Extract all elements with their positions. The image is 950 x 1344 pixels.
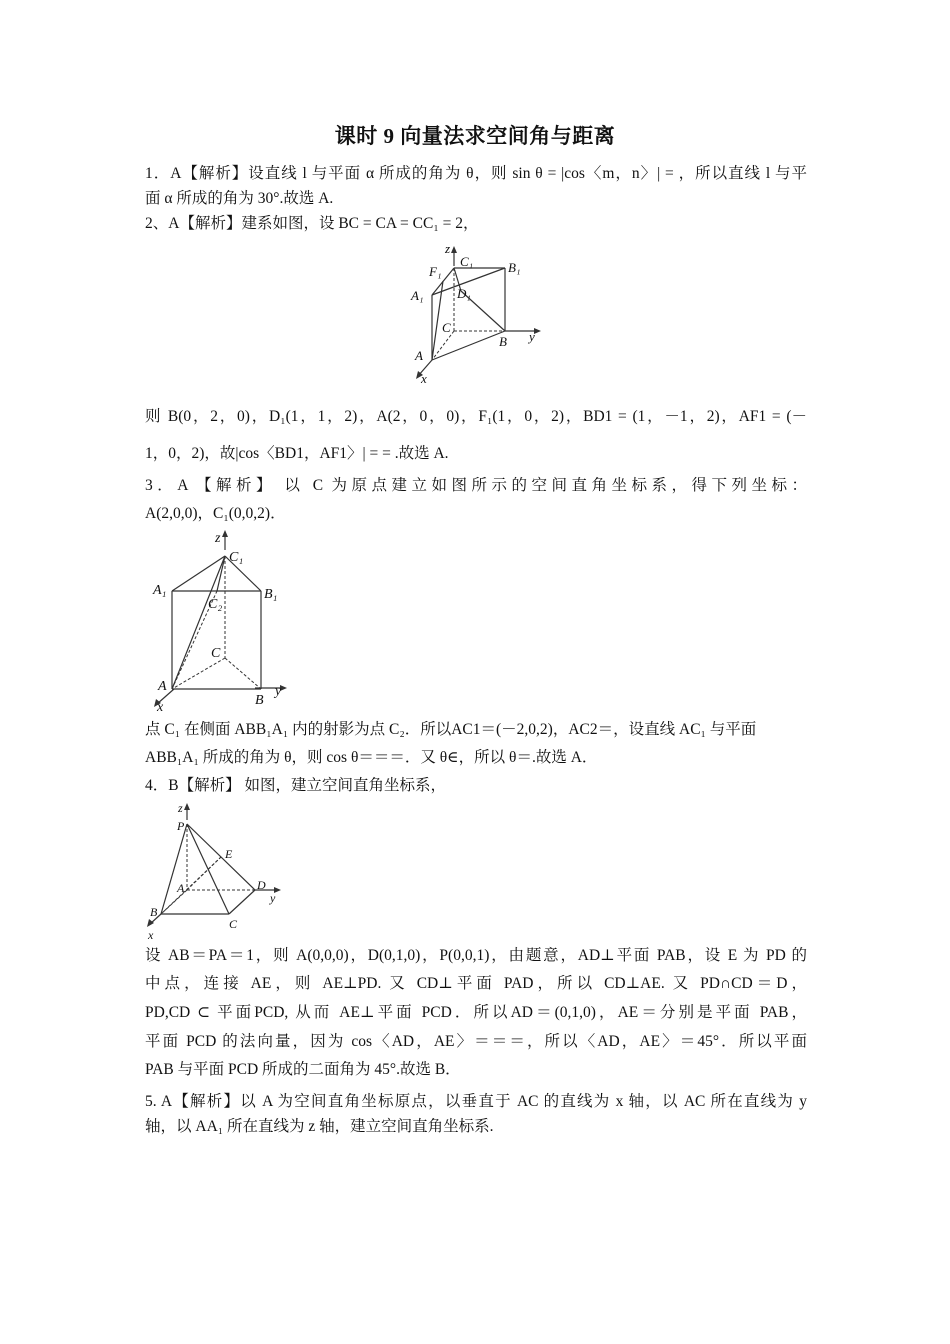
q2-line-2: 则 B(0，2，0)，D₁(1，1，2)，A(2，0，0)，F₁(1，0，2)，BD1 = (1，－1，2)，AF1 = (－ <box>145 408 807 425</box>
q3-label-c: C <box>211 646 221 661</box>
q2-label-d1: D₁ <box>457 286 471 301</box>
q4-label-e: E <box>225 847 233 861</box>
q1-line-1: 1．A【解析】设直线 l 与平面 α 所成的角为 θ，则 sin θ = |cos〈m，n〉| = ，所以直线 l 与平 <box>145 165 807 182</box>
q3-label-a1: A₁ <box>153 583 167 598</box>
q1-line-2: 面 α 所成的角为 30°.故选 A. <box>145 190 334 207</box>
q3-label-y: y <box>275 684 282 699</box>
q4-label-z: z <box>178 802 183 815</box>
q3-label-c2: C₂ <box>208 597 223 612</box>
q5-line-1: 5. A【解析】以 A 为空间直角坐标原点，以垂直于 AC 的直线为 x 轴，以 AC 所在直线为 y <box>145 1093 807 1110</box>
q4-pyramid-diagram <box>145 802 290 942</box>
q3-label-b: B <box>255 693 264 708</box>
q4-line-4: PD,CD ⊂ 平面PCD, 从而 AE⊥平面 PCD．所以AD＝(0,1,0)，AE＝分别是平面 PAB， <box>145 1004 807 1021</box>
q5-line-2: 轴，以 AA₁ 所在直线为 z 轴，建立空间直角坐标系. <box>145 1118 494 1135</box>
q2-label-b1: B₁ <box>508 260 521 275</box>
q4-line-6: PAB 与平面 PCD 所成的二面角为 45°.故选 B． <box>145 1061 461 1078</box>
q2-label-f1: F₁ <box>429 264 442 279</box>
q4-label-d: D <box>257 878 266 892</box>
q2-label-c1: C₁ <box>460 254 474 269</box>
q2-label-b: B <box>499 334 507 349</box>
q2-line-1: 2、A【解析】建系如图，设 BC = CA = CC₁ = 2， <box>145 215 479 232</box>
q2-label-z: z <box>445 241 451 256</box>
q2-label-a: A <box>415 348 423 363</box>
q2-label-x: x <box>421 371 427 385</box>
q3-line-4: ABB₁A₁ 所成的角为 θ，则 cos θ＝＝＝．又 θ∈，所以 θ＝.故选 A． <box>145 749 598 766</box>
q3-line-1: 3．A 【解析】 以 C 为原点建立如图所示的空间直角坐标系，得下列坐标： <box>145 477 807 494</box>
page-title: 课时 9 向量法求空间角与距离 <box>334 124 616 148</box>
q2-prism-figure <box>405 240 550 385</box>
q2-line-3: 1，0，2)，故|cos〈BD1，AF1〉| = = .故选 A. <box>145 445 449 462</box>
q3-label-z: z <box>215 531 221 546</box>
q3-label-b1: B₁ <box>264 587 278 602</box>
q4-label-y: y <box>270 891 276 905</box>
q3-label-a: A <box>158 679 167 694</box>
q4-label-c: C <box>229 917 238 931</box>
q3-line-2: A(2,0,0)，C₁(0,0,2)． <box>145 505 286 522</box>
q2-prism-diagram <box>405 240 550 385</box>
q3-prism-figure <box>145 528 300 713</box>
q4-line-3: 中点，连接 AE，则 AE⊥PD. 又 CD⊥平面 PAD，所以 CD⊥AE. 又 PD∩CD＝D， <box>145 975 807 992</box>
q2-label-a1: A₁ <box>411 288 424 303</box>
q4-label-b: B <box>150 905 158 919</box>
q4-line-5: 平面 PCD 的法向量，因为 cos〈AD，AE〉＝＝＝，所以〈AD，AE〉＝45°．所以平面 <box>145 1033 807 1050</box>
q4-pyramid-figure <box>145 802 290 942</box>
q4-label-a: A <box>177 881 185 895</box>
q3-label-x: x <box>157 700 164 713</box>
q2-label-c: C <box>442 320 451 335</box>
q4-label-p: P <box>177 819 185 833</box>
q3-label-c1: C₁ <box>229 550 244 565</box>
q3-prism-diagram <box>145 528 300 713</box>
q4-label-x: x <box>148 928 154 942</box>
q3-line-3: 点 C₁ 在侧面 ABB₁A₁ 内的射影为点 C₂．所以AC1＝(－2,0,2)，AC2＝，设直线 AC₁ 与平面 <box>145 721 757 738</box>
q4-line-1: 4．B【解析】 如图，建立空间直角坐标系， <box>145 777 446 794</box>
q2-label-y: y <box>529 329 535 344</box>
q4-line-2: 设 AB＝PA＝1，则 A(0,0,0)，D(0,1,0)，P(0,0,1)，由题意，AD⊥平面 PAB，设 E 为 PD 的 <box>145 947 807 964</box>
